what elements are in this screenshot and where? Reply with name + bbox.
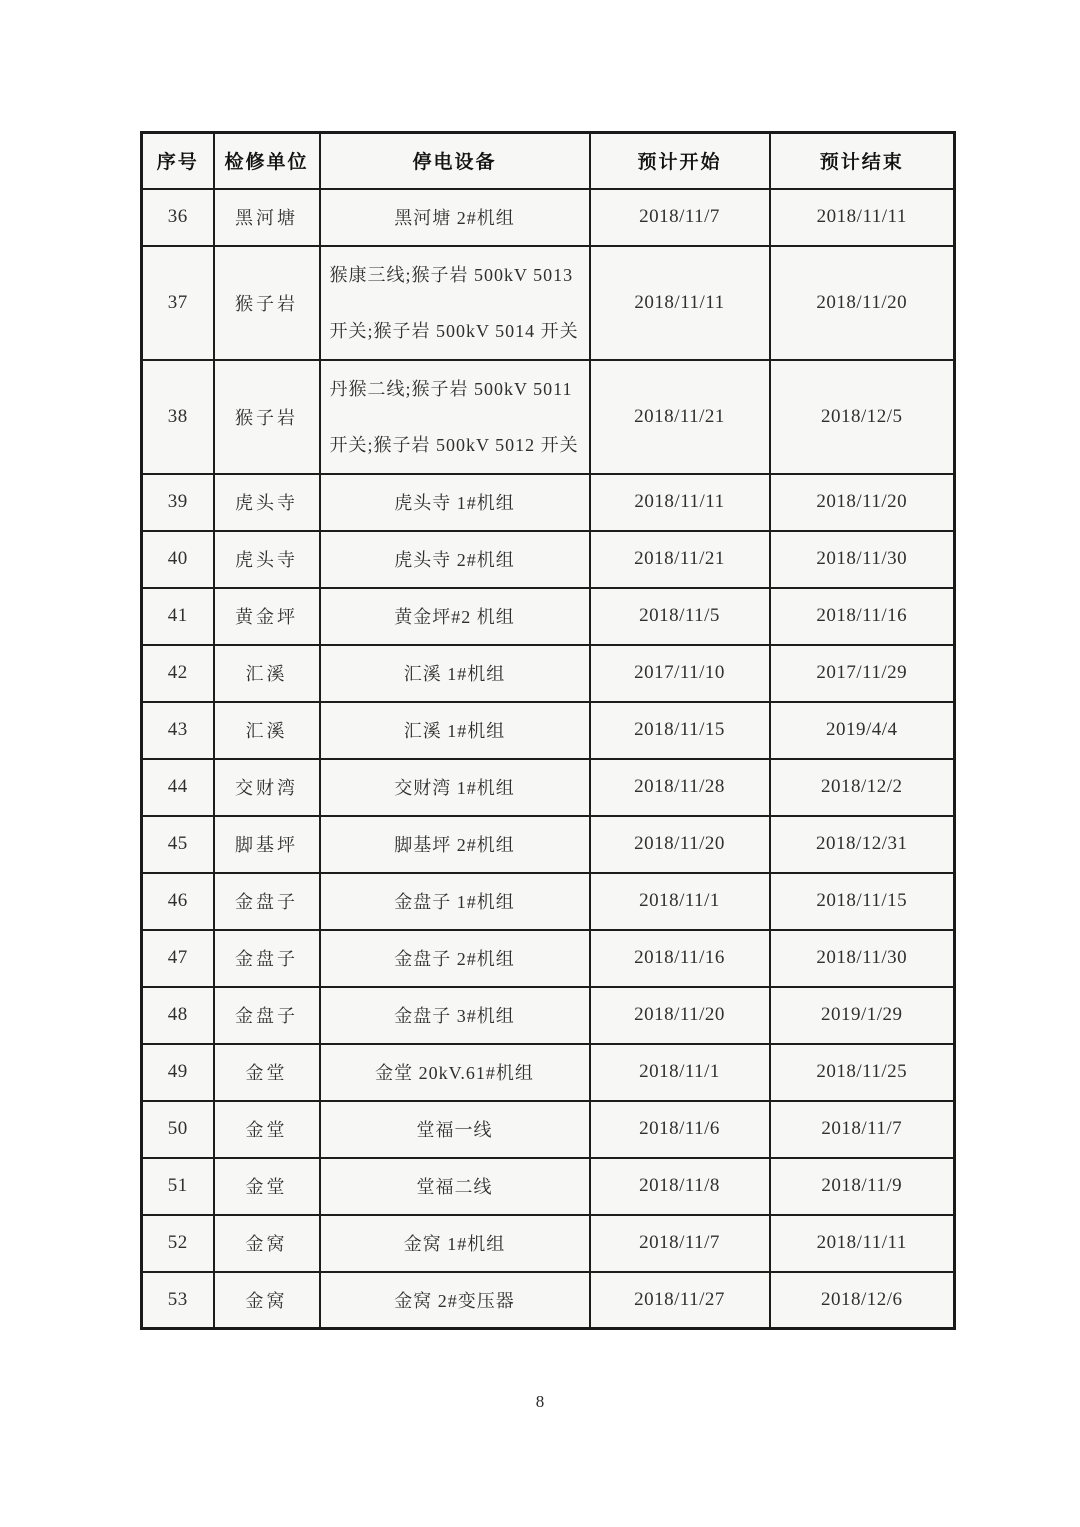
cell-start-date: 2018/11/11 bbox=[590, 474, 770, 531]
cell-start-date: 2018/11/27 bbox=[590, 1272, 770, 1329]
cell-end-date: 2018/11/7 bbox=[770, 1101, 955, 1158]
cell-serial: 44 bbox=[142, 759, 214, 816]
table-row bbox=[142, 873, 955, 930]
cell-start-date: 2018/11/21 bbox=[590, 360, 770, 474]
cell-start-date: 2018/11/28 bbox=[590, 759, 770, 816]
col-header-end-date: 预计结束 bbox=[770, 133, 955, 189]
cell-unit: 交财湾 bbox=[214, 759, 320, 816]
cell-end-date: 2018/11/20 bbox=[770, 474, 955, 531]
cell-unit: 金盘子 bbox=[214, 987, 320, 1044]
table-row bbox=[142, 1044, 955, 1101]
cell-unit: 黑河塘 bbox=[214, 189, 320, 246]
cell-serial: 42 bbox=[142, 645, 214, 702]
col-header-start-date: 预计开始 bbox=[590, 133, 770, 189]
table-row bbox=[142, 816, 955, 873]
cell-equipment: 黄金坪#2 机组 bbox=[320, 588, 590, 645]
cell-start-date: 2018/11/5 bbox=[590, 588, 770, 645]
cell-serial: 41 bbox=[142, 588, 214, 645]
cell-end-date: 2018/11/30 bbox=[770, 930, 955, 987]
cell-start-date: 2018/11/16 bbox=[590, 930, 770, 987]
cell-start-date: 2018/11/20 bbox=[590, 816, 770, 873]
cell-end-date: 2018/11/11 bbox=[770, 189, 955, 246]
cell-equipment: 金窝 1#机组 bbox=[320, 1215, 590, 1272]
table-row bbox=[142, 1272, 955, 1329]
cell-unit: 金盘子 bbox=[214, 930, 320, 987]
table-row bbox=[142, 588, 955, 645]
header-row bbox=[142, 133, 955, 189]
table-row bbox=[142, 702, 955, 759]
cell-serial: 40 bbox=[142, 531, 214, 588]
col-header-serial: 序号 bbox=[142, 133, 214, 189]
cell-end-date: 2018/12/5 bbox=[770, 360, 955, 474]
cell-end-date: 2018/11/25 bbox=[770, 1044, 955, 1101]
cell-equipment: 金盘子 1#机组 bbox=[320, 873, 590, 930]
col-header-equipment: 停电设备 bbox=[320, 133, 590, 189]
cell-equipment: 虎头寺 2#机组 bbox=[320, 531, 590, 588]
cell-end-date: 2018/11/11 bbox=[770, 1215, 955, 1272]
table-row bbox=[142, 246, 955, 360]
table-row bbox=[142, 759, 955, 816]
cell-equipment: 金堂 20kV.61#机组 bbox=[320, 1044, 590, 1101]
cell-serial: 37 bbox=[142, 246, 214, 360]
cell-serial: 47 bbox=[142, 930, 214, 987]
table-row bbox=[142, 531, 955, 588]
table-row bbox=[142, 645, 955, 702]
cell-equipment: 猴康三线;猴子岩 500kV 5013 开关;猴子岩 500kV 5014 开关 bbox=[320, 246, 590, 360]
cell-unit: 金堂 bbox=[214, 1044, 320, 1101]
cell-unit: 金堂 bbox=[214, 1158, 320, 1215]
cell-unit: 金盘子 bbox=[214, 873, 320, 930]
cell-unit: 脚基坪 bbox=[214, 816, 320, 873]
cell-equipment: 汇溪 1#机组 bbox=[320, 702, 590, 759]
cell-unit: 金堂 bbox=[214, 1101, 320, 1158]
cell-unit: 猴子岩 bbox=[214, 246, 320, 360]
cell-equipment: 交财湾 1#机组 bbox=[320, 759, 590, 816]
table-row bbox=[142, 1215, 955, 1272]
cell-equipment: 金盘子 2#机组 bbox=[320, 930, 590, 987]
cell-unit: 金窝 bbox=[214, 1272, 320, 1329]
cell-unit: 金窝 bbox=[214, 1215, 320, 1272]
cell-end-date: 2018/12/2 bbox=[770, 759, 955, 816]
table-row bbox=[142, 1101, 955, 1158]
cell-serial: 45 bbox=[142, 816, 214, 873]
cell-serial: 36 bbox=[142, 189, 214, 246]
cell-end-date: 2018/11/16 bbox=[770, 588, 955, 645]
cell-serial: 50 bbox=[142, 1101, 214, 1158]
cell-serial: 38 bbox=[142, 360, 214, 474]
cell-serial: 48 bbox=[142, 987, 214, 1044]
cell-serial: 39 bbox=[142, 474, 214, 531]
table-row bbox=[142, 360, 955, 474]
cell-equipment: 汇溪 1#机组 bbox=[320, 645, 590, 702]
cell-end-date: 2018/12/31 bbox=[770, 816, 955, 873]
cell-equipment: 堂福一线 bbox=[320, 1101, 590, 1158]
table-row bbox=[142, 987, 955, 1044]
cell-start-date: 2018/11/21 bbox=[590, 531, 770, 588]
cell-end-date: 2018/12/6 bbox=[770, 1272, 955, 1329]
cell-end-date: 2018/11/9 bbox=[770, 1158, 955, 1215]
cell-serial: 49 bbox=[142, 1044, 214, 1101]
cell-equipment: 金盘子 3#机组 bbox=[320, 987, 590, 1044]
cell-start-date: 2017/11/10 bbox=[590, 645, 770, 702]
cell-unit: 汇溪 bbox=[214, 645, 320, 702]
table-row bbox=[142, 474, 955, 531]
cell-equipment: 虎头寺 1#机组 bbox=[320, 474, 590, 531]
cell-serial: 51 bbox=[142, 1158, 214, 1215]
cell-unit: 猴子岩 bbox=[214, 360, 320, 474]
cell-serial: 43 bbox=[142, 702, 214, 759]
cell-start-date: 2018/11/15 bbox=[590, 702, 770, 759]
cell-equipment: 黑河塘 2#机组 bbox=[320, 189, 590, 246]
cell-end-date: 2017/11/29 bbox=[770, 645, 955, 702]
cell-end-date: 2019/1/29 bbox=[770, 987, 955, 1044]
cell-unit: 黄金坪 bbox=[214, 588, 320, 645]
table-row bbox=[142, 1158, 955, 1215]
cell-equipment: 堂福二线 bbox=[320, 1158, 590, 1215]
cell-serial: 53 bbox=[142, 1272, 214, 1329]
cell-equipment: 丹猴二线;猴子岩 500kV 5011 开关;猴子岩 500kV 5012 开关 bbox=[320, 360, 590, 474]
cell-unit: 虎头寺 bbox=[214, 474, 320, 531]
cell-end-date: 2018/11/30 bbox=[770, 531, 955, 588]
col-header-unit: 检修单位 bbox=[214, 133, 320, 189]
cell-start-date: 2018/11/7 bbox=[590, 1215, 770, 1272]
cell-start-date: 2018/11/11 bbox=[590, 246, 770, 360]
cell-equipment: 脚基坪 2#机组 bbox=[320, 816, 590, 873]
outage-schedule-table bbox=[140, 131, 956, 1330]
cell-start-date: 2018/11/8 bbox=[590, 1158, 770, 1215]
cell-unit: 虎头寺 bbox=[214, 531, 320, 588]
cell-end-date: 2019/4/4 bbox=[770, 702, 955, 759]
cell-start-date: 2018/11/1 bbox=[590, 873, 770, 930]
cell-start-date: 2018/11/20 bbox=[590, 987, 770, 1044]
cell-end-date: 2018/11/15 bbox=[770, 873, 955, 930]
cell-end-date: 2018/11/20 bbox=[770, 246, 955, 360]
table-row bbox=[142, 189, 955, 246]
cell-serial: 52 bbox=[142, 1215, 214, 1272]
page-number: 8 bbox=[535, 1392, 545, 1411]
cell-serial: 46 bbox=[142, 873, 214, 930]
table-row bbox=[142, 930, 955, 987]
cell-equipment: 金窝 2#变压器 bbox=[320, 1272, 590, 1329]
cell-start-date: 2018/11/6 bbox=[590, 1101, 770, 1158]
table-body bbox=[142, 189, 955, 1329]
cell-start-date: 2018/11/7 bbox=[590, 189, 770, 246]
cell-unit: 汇溪 bbox=[214, 702, 320, 759]
cell-start-date: 2018/11/1 bbox=[590, 1044, 770, 1101]
